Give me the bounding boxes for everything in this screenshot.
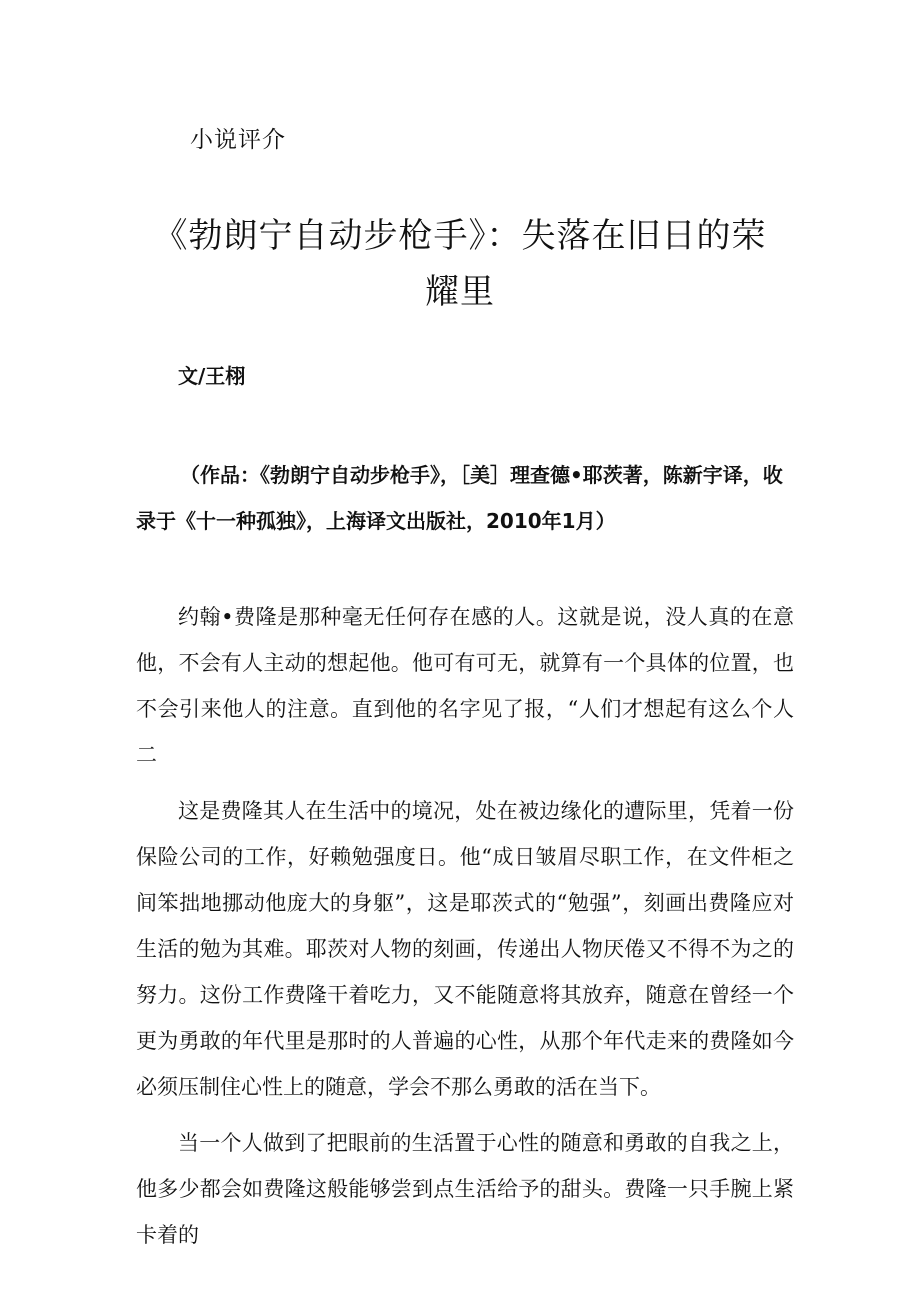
- source-note: （作品：《勃朗宁自动步枪手》，［美］理查德•耶茨著，陈新宇译，收录于《十一种孤独》，上海译文出版社，2010年1月）: [136, 463, 783, 533]
- author-byline: 文/王栩: [178, 364, 246, 388]
- article-body: [136, 594, 794, 1268]
- body-paragraph: 当一个人做到了把眼前的生活置于心性的随意和勇敢的自我之上，他多少都会如费隆这般能够尝到点生活给予的甜头。费隆一只手腕上紧卡着的: [136, 1131, 794, 1247]
- body-paragraph: 约翰•费隆是那种毫无任何存在感的人。这就是说，没人真的在意他，不会有人主动的想起他。他可有可无，就算有一个具体的位置，也不会引来他人的注意。直到他的名字见了报，“人们才想起有这么个人二: [136, 605, 794, 767]
- article-title: 《勃朗宁自动步枪手》：失落在旧日的荣耀里: [153, 216, 767, 312]
- body-paragraph: 这是费隆其人在生活中的境况，处在被边缘化的遭际里，凭着一份保险公司的工作，好赖勉强度日。他“成日皱眉尽职工作，在文件柜之间笨拙地挪动他庞大的身躯”，这是耶茨式的“勉强”，刻画出费隆应对生活的勉为其难。耶茨对人物的刻画，传递出人物厌倦又不得不为之的努力。这份工作费隆干着吃力，又不能随意将其放弃，随意在曾经一个更为勇敢的年代里是那时的人普遍的心性，从那个年代走来的费隆如今必须压制住心性上的随意，学会不那么勇敢的活在当下。: [136, 799, 794, 1099]
- section-label: 小说评介: [190, 127, 286, 153]
